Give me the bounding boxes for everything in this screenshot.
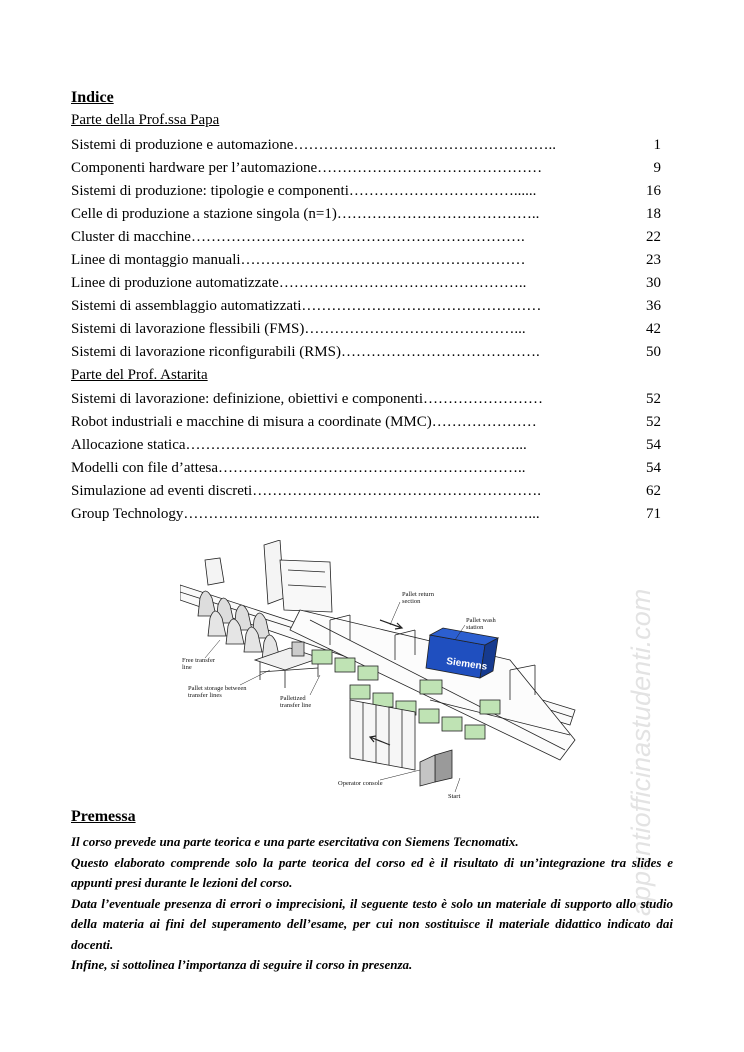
- toc-dots: …………………………………………………: [240, 252, 526, 268]
- toc-entry-title: Celle di produzione a stazione singola (n=1): [71, 206, 337, 222]
- toc-entry[interactable]: [71, 273, 661, 293]
- label-pallet-storage: Pallet storage between transfer lines: [188, 685, 247, 699]
- toc-entry[interactable]: [71, 342, 661, 362]
- premessa-paragraph: Il corso prevede una parte teorica e una parte esercitativa con Siemens Tecnomatix.: [71, 834, 519, 849]
- toc-entry-title: Componenti hardware per l’automazione: [71, 160, 318, 176]
- label-operator-console: Operator console: [338, 780, 383, 787]
- toc-entry[interactable]: [71, 389, 661, 409]
- toc-entry[interactable]: [71, 181, 661, 201]
- toc-entry-title: Sistemi di lavorazione riconfigurabili (RMS): [71, 344, 341, 360]
- toc-entry-title: Sistemi di lavorazione flessibili (FMS): [71, 321, 305, 337]
- toc-page-number: 54: [646, 460, 661, 476]
- premessa-title: Premessa: [71, 808, 136, 825]
- toc-entry[interactable]: [71, 158, 661, 178]
- toc-page-number: 1: [653, 137, 661, 153]
- toc-entry-title: Sistemi di lavorazione: definizione, obiettivi e componenti: [71, 391, 423, 407]
- toc-dots: …………………………………………..: [278, 275, 527, 291]
- toc-dots: …………………………………………: [301, 298, 542, 314]
- production-line-illustration: [180, 540, 580, 800]
- operator-console-icon: [420, 750, 452, 786]
- toc-entry[interactable]: [71, 250, 661, 270]
- toc-dots: ………………………………………………….: [252, 483, 541, 499]
- toc-page-number: 18: [646, 206, 661, 222]
- toc-page-number: 23: [646, 252, 661, 268]
- label-free-transfer: Free transfer line: [182, 657, 216, 671]
- toc-page-number: 16: [646, 183, 661, 199]
- toc-entry[interactable]: [71, 227, 661, 247]
- toc-entry-title: Sistemi di assemblaggio automatizzati: [71, 298, 302, 314]
- toc-dots: ………………………………………: [317, 160, 543, 176]
- control-cabinet-icon: [350, 700, 415, 770]
- toc-page-number: 36: [646, 298, 661, 314]
- toc-page-number: 52: [646, 391, 661, 407]
- toc-page-number: 50: [646, 344, 661, 360]
- toc-dots: …………………………………..: [336, 206, 540, 222]
- toc-page-number: 71: [646, 506, 661, 522]
- toc-entry-title: Linee di montaggio manuali: [71, 252, 241, 268]
- toc-entry[interactable]: [71, 319, 661, 339]
- toc-dots: …………………………………………………………...: [185, 437, 527, 453]
- toc-entry-title: Sistemi di produzione: tipologie e componenti: [71, 183, 349, 199]
- premessa-paragraph: Questo elaborato comprende solo la parte teorica del corso ed è il risultato di un’integrazione tra slides e appunti presi durante le lezioni del corso.: [71, 854, 673, 890]
- toc-dots: ………………………………….: [340, 344, 540, 360]
- toc-page-number: 54: [646, 437, 661, 453]
- toc-page-number: 42: [646, 321, 661, 337]
- watermark-text: appuntiofficinastudenti.com: [626, 588, 656, 916]
- toc-page-number: 9: [653, 160, 661, 176]
- toc-entry-title: Robot industriali e macchine di misura a coordinate (MMC): [71, 414, 432, 430]
- label-start: Start: [448, 793, 461, 800]
- toc-entry[interactable]: [71, 135, 661, 155]
- toc-entry[interactable]: [71, 412, 661, 432]
- toc-page-number: 22: [646, 229, 661, 245]
- toc-dots: ………………………………………………………….: [190, 229, 525, 245]
- label-pallet-return: Pallet return section: [402, 591, 434, 605]
- toc-page-number: 30: [646, 275, 661, 291]
- toc-entry-title: Group Technology: [71, 506, 184, 522]
- toc-dots: ……………………………………...: [304, 321, 526, 337]
- toc-page-number: 62: [646, 483, 661, 499]
- toc-entry-title: Allocazione statica: [71, 437, 186, 453]
- toc-dots: ……………………………………………..: [293, 137, 556, 153]
- index-title: Indice: [71, 89, 114, 106]
- label-pallet-wash: Pallet wash station: [466, 617, 496, 631]
- toc-dots: …………………: [431, 414, 537, 430]
- label-palletized-line: Palletized transfer line: [280, 695, 312, 709]
- premessa-paragraph: Infine, si sottolinea l’importanza di seguire il corso in presenza.: [71, 957, 413, 972]
- toc-dots: ……………………………......: [348, 183, 537, 199]
- toc-page-number: 52: [646, 414, 661, 430]
- wash-station-label: Siemens: [445, 656, 488, 673]
- toc-dots: ……………………………………………………………...: [183, 506, 540, 522]
- toc-entry[interactable]: [71, 435, 661, 455]
- toc-entry[interactable]: [71, 458, 661, 478]
- section-heading-part2: Parte del Prof. Astarita: [71, 367, 208, 383]
- toc-dots: ……………………………………………………..: [218, 460, 526, 476]
- premessa-body: [71, 832, 673, 976]
- section-heading-part1: Parte della Prof.ssa Papa: [71, 112, 220, 128]
- premessa-paragraph: Data l’eventuale presenza di errori o imprecisioni, il seguente testo è solo un materiale di supporto allo studio della materia ai fini del superamento dell’esame, per cui non sostituisce il materiale didattico indicato dai docenti.: [71, 895, 673, 952]
- toc-entry-title: Sistemi di produzione e automazione: [71, 137, 294, 153]
- toc-entry-title: Modelli con file d’attesa: [71, 460, 219, 476]
- toc-entry[interactable]: [71, 504, 661, 524]
- toc-entry[interactable]: [71, 481, 661, 501]
- toc-entry[interactable]: [71, 296, 661, 316]
- toc-entry-title: Simulazione ad eventi discreti: [71, 483, 253, 499]
- toc-entry-title: Cluster di macchine: [71, 229, 191, 245]
- toc-entry[interactable]: [71, 204, 661, 224]
- toc-entry-title: Linee di produzione automatizzate: [71, 275, 279, 291]
- toc-dots: ……………………: [423, 391, 543, 407]
